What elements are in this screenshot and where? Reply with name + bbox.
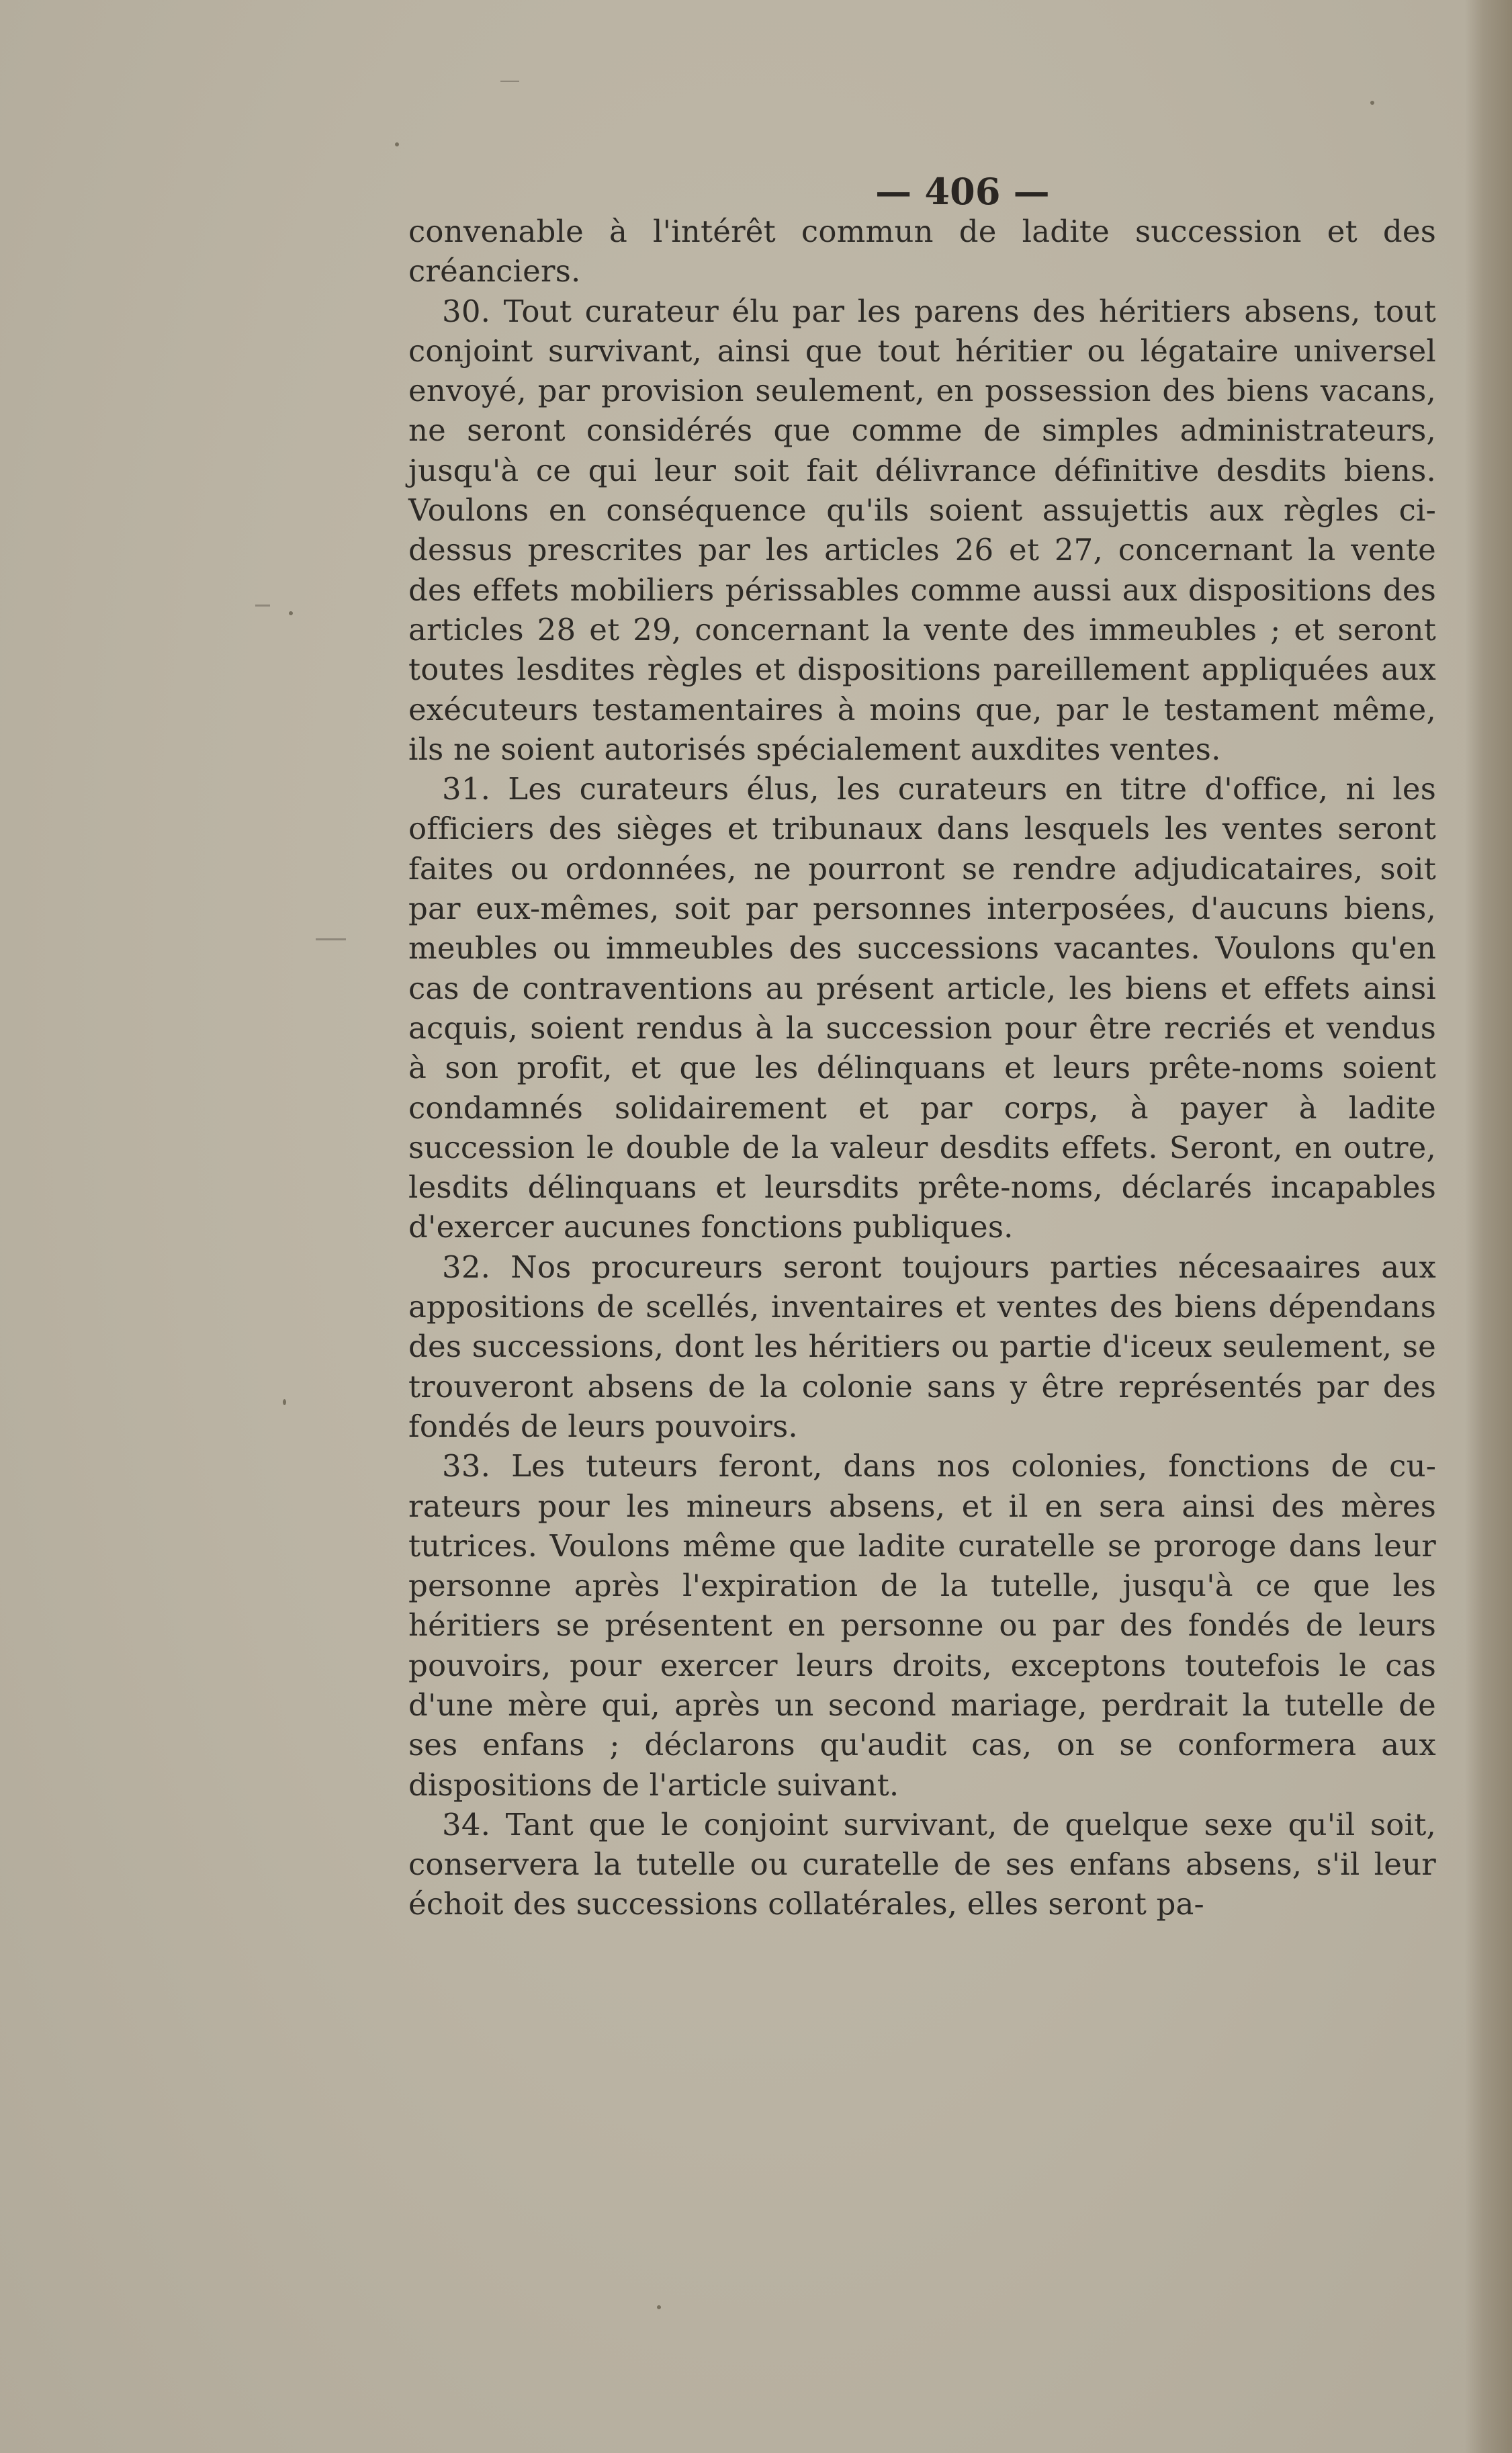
margin-mark — [255, 605, 270, 607]
article-number: 31. — [442, 771, 491, 807]
article-text: Tant que le conjoint survivant, de quelque sexe qu'il soit, conservera la tutelle ou curatelle de ses enfans absens, s'il leur échoit des successions collatérales, elles seront pa- — [408, 1806, 1436, 1922]
paragraph-text: convenable à l'intérêt commun de ladite succession et des créanciers. — [408, 214, 1436, 289]
article-33 — [408, 1446, 1436, 1805]
paper-speck — [1370, 101, 1374, 105]
article-text: Les tuteurs feront, dans nos colonies, fonctions de curateurs pour les mineurs absens, et il en sera ainsi des mères tutrices. Voulons même que ladite curatelle se proroge dans leur personne après l'expiration de la tutelle, jusqu'à ce que les héritiers se présentent en personne ou par des fondés de leurs pouvoirs, pour exercer leurs droits, exceptons toutefois le cas d'une mère qui, après un second mariage, perdrait la tutelle de ses enfans ; déclarons qu'audit cas, on se conformera aux dispositions de l'article suivant. — [408, 1448, 1436, 1803]
page-edge-shadow — [1465, 0, 1512, 2453]
article-number: 30. — [442, 293, 491, 329]
article-31 — [408, 769, 1436, 1247]
paper-speck — [289, 611, 293, 615]
article-32 — [408, 1247, 1436, 1446]
article-number: 32. — [442, 1249, 491, 1285]
article-34 — [408, 1805, 1436, 1924]
paper-speck — [395, 142, 399, 146]
article-text: Tout curateur élu par les parens des héritiers absens, tout conjoint survivant, ainsi que tout héritier ou légataire universel envoyé, par provision seulement, en possession des biens vacans, ne seront considérés que comme de simples administrateurs, jusqu'à ce qui leur soit fait délivrance définitive desdits biens. Voulons en conséquence qu'ils soient assujettis aux règles ci-dessus prescrites par les articles 26 et 27, concernant la vente des effets mobiliers périssables comme aussi aux dispositions des articles 28 et 29, concernant la vente des immeubles ; et seront toutes lesdites règles et dispositions pareillement appliquées aux exécuteurs testamentaires à moins que, par le testament même, ils ne soient autorisés spécialement auxdites ventes. — [408, 293, 1436, 767]
article-text: Les curateurs élus, les curateurs en titre d'office, ni les officiers des sièges et tribunaux dans lesquels les ventes seront faites ou ordonnées, ne pourront se rendre adjudicataires, soit par eux-mêmes, soit par personnes interposées, d'aucuns biens, meubles ou immeubles des successions vacantes. Voulons qu'en cas de contraventions au présent article, les biens et effets ainsi acquis, soient rendus à la succession pour être recriés et vendus à son profit, et que les délinquans et leurs prête-noms soient condamnés solidairement et par corps, à payer à ladite succession le double de la valeur desdits effets. Seront, en outre, lesdits délinquans et leursdits prête-noms, déclarés incapables d'exercer aucunes fonctions publiques. — [408, 771, 1436, 1245]
page-number: — 406 — — [875, 170, 1050, 213]
paper-speck — [283, 1399, 286, 1405]
article-text: Nos procureurs seront toujours parties nécesaaires aux appositions de scellés, inventaires et ventes des biens dépendans des successions, dont les héritiers ou partie d'iceux seulement, se trouveront absens de la colonie sans y être représentés par des fondés de leurs pouvoirs. — [408, 1249, 1436, 1444]
margin-mark — [500, 81, 519, 82]
page-text — [408, 171, 1436, 1924]
margin-mark — [316, 938, 346, 940]
article-number: 34. — [442, 1806, 491, 1842]
paragraph-intro — [408, 212, 1436, 292]
paper-speck — [657, 2305, 661, 2309]
article-number: 33. — [442, 1448, 491, 1484]
article-30 — [408, 292, 1436, 770]
